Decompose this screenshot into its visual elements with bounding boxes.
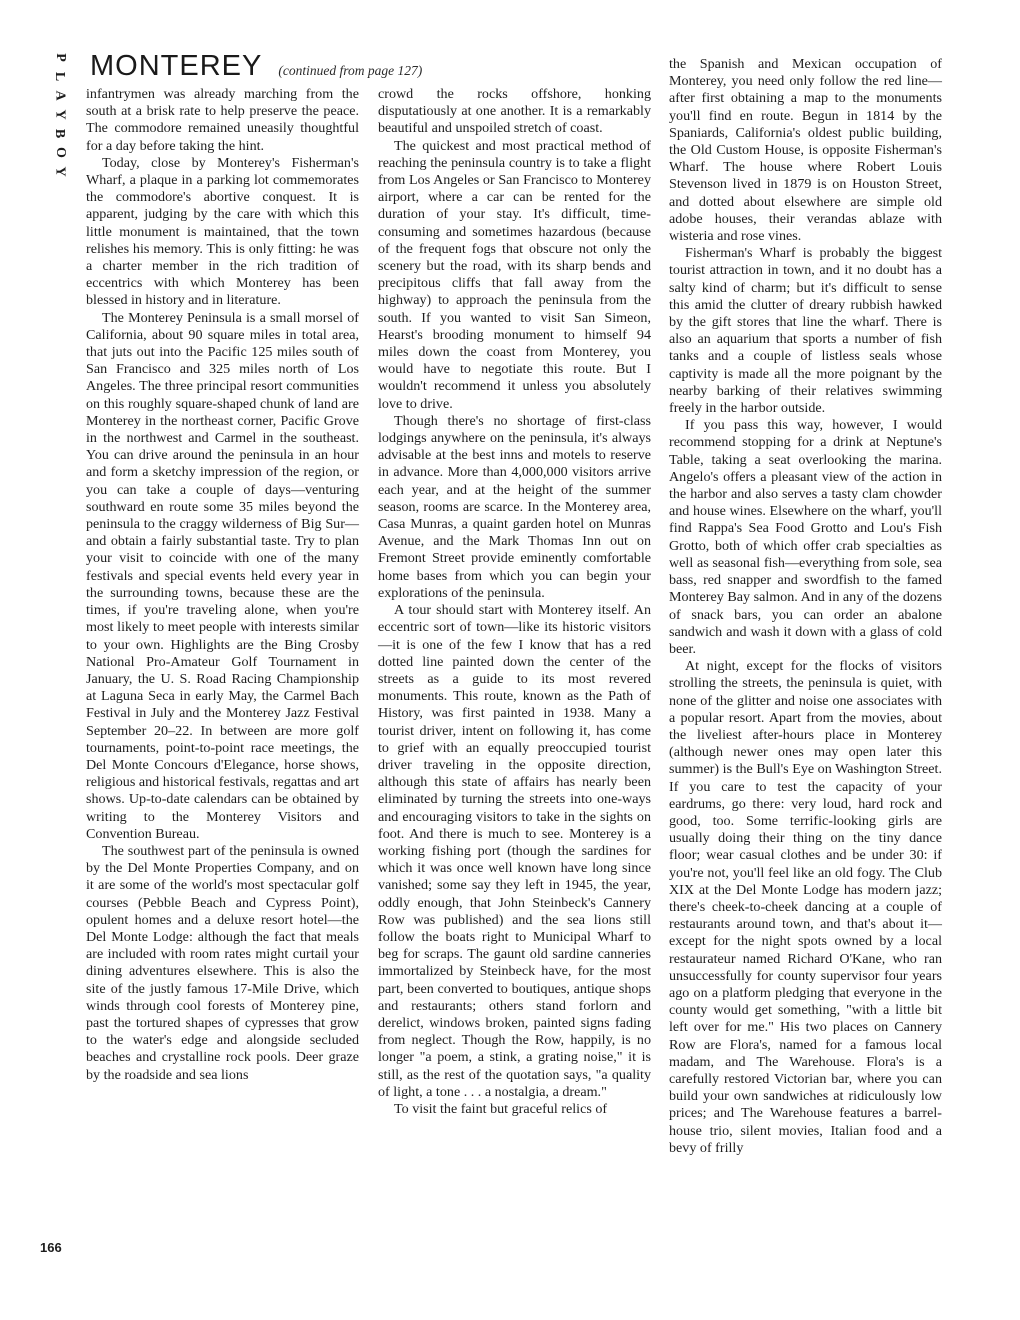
paragraph: Though there's no shortage of first-class lodgings anywhere on the peninsula, it's always advisable at the best inns and motels to reserve in advance. More than 4,000,000 visitors arrive each year, and at the height of the summer season, rooms are scarce. In the Monterey area, Casa Munras, a quaint garden hotel on Munras Avenue, and the Mark Thomas Inn out on Fremont Street provide eminently comfortable home bases from which you can begin your explorations of the peninsula.: [378, 412, 651, 601]
spine-letter: O: [52, 147, 68, 158]
paragraph: The southwest part of the peninsula is owned by the Del Monte Properties Company, and on it are some of the world's most spectacular golf courses (Pebble Beach and Cypress Point), opulent homes and a deluxe resort hotel—the Del Monte Lodge: although the fact that meals are included with room rates might curtail your dining adventures elsewhere. This is also the site of the justly famous 17-Mile Drive, which winds through cool forests of Monterey pine, past the tortured shapes of cypresses that grow to the water's edge and alongside secluded beaches and crystalline rock pools. Deer graze by the roadside and sea lions: [86, 842, 359, 1083]
paragraph: the Spanish and Mexican occupation of Monterey, you need only follow the red line—after first obtaining a map to the monuments you'll find en route. Begun in 1814 by the Spaniards, California's oldest public building, the Old Custom House, is opposite Fisherman's Wharf. The house where Robert Louis Stevenson lived in 1879 is on Houston Street, and dotted about elsewhere are simple old adobe houses, their verandas ablaze with wisteria and rose vines.: [669, 56, 942, 245]
paragraph: To visit the faint but graceful relics of: [394, 1100, 608, 1117]
paragraph: The Monterey Peninsula is a small morsel of California, about 90 square miles in total area, that juts out into the Pacific 125 miles south of San Francisco and 325 miles north of Los Angeles. The three principal resort communities on this roughly square-shaped chunk of land are Monterey in the northeast corner, Pacific Grove in the northwest and Carmel in the southeast. You can drive around the peninsula in an hour and form a sketchy impression of the region, or you can take a couple of days—venturing southward en route some 35 miles beyond the peninsula to the craggy wilderness of Big Sur—and obtain a fairly substantial taste. Try to plan your visit to coincide with one of the many festivals and special events held every year in the surrounding towns, because these are the times, if you're traveling alone, when you're most likely to meet people with interests similar to your own. Highlights are the Bing Crosby National Pro-Amateur Golf Tournament in January, the U. S. Road Racing Championship at Laguna Seca in early May, the Carmel Bach Festival in July and the Monterey Jazz Festival September 20–22. In between are more golf tournaments, point-to-point race meetings, the Del Monte Concours d'Elegance, horse shows, religious and historical festivals, regattas and art shows. Up-to-date calendars can be obtained by writing to the Monterey Visitors and Convention Bureau.: [86, 309, 359, 842]
article-title: MONTEREY: [90, 50, 263, 82]
paragraph: crowd the rocks offshore, honking disputatiously at one another. It is a remarkably beautiful and unspoiled stretch of coast.: [378, 86, 651, 137]
paragraph: The quickest and most practical method of reaching the peninsula country is to take a flight from Los Angeles or San Francisco to Monterey airport, where a car can be rented for the duration of your stay. It's difficult, time-consuming and sometimes hazardous (because of the frequent fogs that obscure not only the scenery but the road, with its sharp bends and precipitous cliffs that fall away from the highway) to approach the peninsula from the south. If you wanted to visit San Simeon, Hearst's brooding monument to himself 94 miles down the coast from Monterey, you would have to negotiate this route. But I wouldn't recommend it unless you absolutely love to drive.: [378, 137, 651, 412]
text-column-2: [378, 86, 651, 1118]
article-header: [90, 50, 422, 86]
text-column-3: [669, 56, 942, 1157]
spine-letter: L: [52, 71, 68, 82]
paragraph: At night, except for the flocks of visitors strolling the streets, the peninsula is quiet, with none of the glitter and noise one associates with a popular resort. Apart from the movies, about the liveliest after-hours place in Monterey (although newer ones may open later this summer) is the Bull's Eye on Washington Street. If you care to test the capacity of your eardrums, go there: very loud, hard rock and good, too. Some terrific-looking girls are usually doing their thing on the tiny dance floor; wear casual clothes and be under 30: if you're not, you'll feel like an old fogy. The Club XIX at the Del Monte Lodge has modern jazz; there's cheek-to-cheek dancing at a couple of restaurants around town, and that's about it—except for the night spots owned by a local restaurateur named Richard O'Kane, who ran unsuccessfully for county supervisor four years ago on a platform pledging that everyone in the county would get something, "with a little bit left over for me." His two places on Cannery Row are Flora's, named for a famous local madam, and The Warehouse. Flora's is a carefully restored Victorian bar, where you can build your own sandwiches at ridiculously low prices; and The Warehouse features a barrel-house trio, silent movies, Italian food and a bevy of frilly: [669, 658, 942, 1156]
page-number: 166: [40, 1240, 62, 1255]
paragraph: A tour should start with Monterey itself. An eccentric sort of town—like its historic visitors—it is one of the few I know that has a red dotted line painted down the center of the streets as a guide to its most revered monuments. This route, known as the Path of History, was first painted in 1938. Many a tourist driver, intent on following it, has come to grief with an equally preoccupied tourist driver traveling in the opposite direction, although this state of affairs has nearly been eliminated by turning the streets into one-ways and encouraging visitors to take in the sights on foot. And there is much to see. Monterey is a working fishing port (though the sardines for which it was once well known have long since vanished; some say they left in 1945, the year, oddly enough, that John Steinbeck's Cannery Row was published) and the sea lions still follow the boats right to Municipal Wharf to beg for scraps. The gaunt old sardine canneries immortalized by Steinbeck have, for the most part, been converted to boutiques, antique shops and restaurants; others stand forlorn and derelict, windows broken, painted signs fading from neglect. Though the Row, happily, is no longer "a poem, a stink, a grating noise," it is still, as the rest of the quotation says, "a quality of light, a tone . . . a nostalgia, a dream.": [378, 602, 651, 1100]
spine-letter: P: [52, 53, 68, 62]
paragraph: Today, close by Monterey's Fisherman's Wharf, a plaque in a parking lot commemorates the commodore's abortive conquest. It is apparent, judging by the care with which this little monument is maintained, that the town relishes his memory. This is only fitting: he was a charter member in the rich tradition of eccentrics with which Monterey has been blessed in history and in literature.: [86, 154, 359, 309]
paragraph: Fisherman's Wharf is probably the biggest tourist attraction in town, and it no doubt has a salty kind of charm; but it's difficult to sense this amid the clutter of dreary rubbish hawked by the gift stores that line the wharf. There is also an aquarium that sports a number of fish tanks and a couple of listless seals whose captivity is made all the more poignant by the nearby barking of their relatives swimming freely in the harbor outside.: [669, 245, 942, 417]
magazine-spine-label: [52, 48, 68, 181]
spine-letter: A: [52, 90, 68, 101]
spine-letter: Y: [52, 166, 68, 177]
text-column-1: [86, 86, 359, 1084]
paragraph: If you pass this way, however, I would recommend stopping for a drink at Neptune's Table, taking a seat overlooking the marina. Angelo's offers a pleasant view of the action in the harbor and also serves a tasty clam chowder and house wines. Elsewhere on the wharf, you'll find Rappa's Sea Food Grotto and Lou's Fish Grotto, both of which offer crab specialties as well as seasonal fish—everything from sole, sea bass, red snapper and swordfish to the famed Monterey Bay salmon. And in any of the dozens of snack bars, you can order an abalone sandwich and wash it down with a glass of cold beer.: [669, 417, 942, 657]
continuation-note: (continued from page 127): [278, 63, 423, 78]
spine-letter: Y: [52, 109, 68, 120]
paragraph: infantrymen was already marching from the south at a brisk rate to help preserve the peace. The commodore remained uneasily thoughtful for a day before taking the hint.: [86, 86, 359, 154]
spine-letter: B: [52, 128, 68, 139]
